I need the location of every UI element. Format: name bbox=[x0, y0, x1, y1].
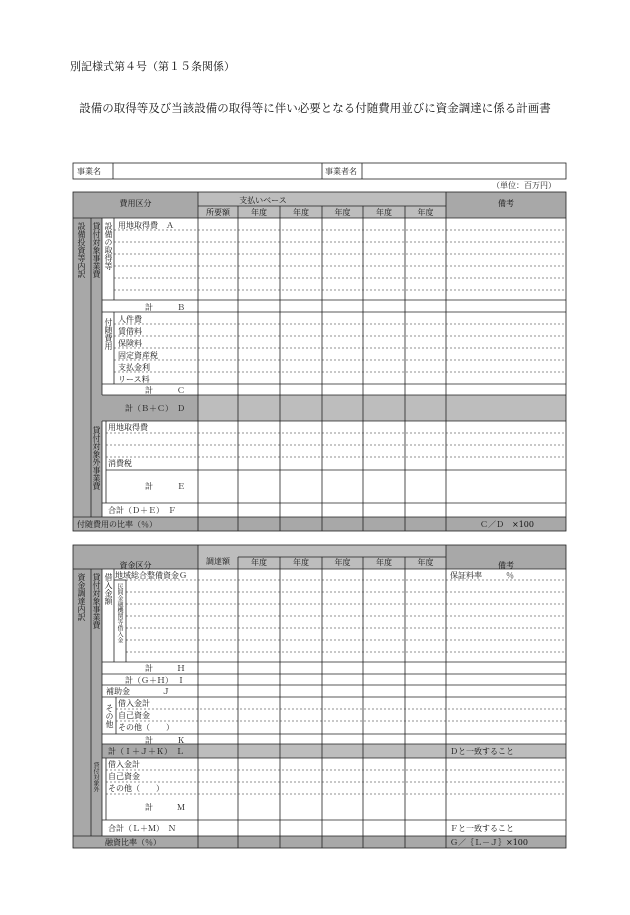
t2-col-year: 年度 bbox=[251, 558, 267, 567]
t1-incidental-item: リース料 bbox=[118, 375, 150, 384]
t2-col-year: 年度 bbox=[293, 558, 309, 567]
t1-incidental-item: 人件費 bbox=[118, 315, 142, 324]
t2-financing-ratio: 融資比率（％） bbox=[105, 838, 161, 847]
t2-guarantee-rate: 保証料率 ％ bbox=[450, 571, 514, 580]
unit-label: （単位：百万円） bbox=[492, 181, 556, 190]
t1-total-de: 合計（Ｄ＋Ｅ） Ｆ bbox=[108, 506, 176, 515]
t2-other-item: その他（ ） bbox=[118, 723, 174, 732]
t1-nt-land: 用地取得費 bbox=[108, 423, 148, 432]
t2-total-gh: 計（Ｇ＋Ｈ） Ｉ bbox=[125, 676, 185, 685]
t1-side-target: 貸付対象事業費 bbox=[92, 222, 101, 278]
t2-financing-formula: Ｇ／｛Ｌ－Ｊ｝×100 bbox=[450, 838, 528, 847]
t2-side-fund: 資金調達内訳 bbox=[77, 573, 86, 621]
t1-incidental-item: 保険料 bbox=[118, 339, 142, 348]
t1-land-cost: 用地取得費 Ａ bbox=[118, 221, 174, 230]
t2-col-year: 年度 bbox=[334, 558, 351, 567]
t2-total-ijk: 計（Ｉ＋Ｊ＋Ｋ） Ｌ bbox=[108, 747, 184, 756]
t1-subtotal-b: 計 Ｂ bbox=[145, 303, 185, 312]
t1-col-remarks: 備考 bbox=[498, 199, 514, 208]
t1-col-year: 年度 bbox=[293, 208, 309, 217]
form-number: 別記様式第４号（第１５条関係） bbox=[70, 60, 235, 73]
t2-subtotal-m: 計 Ｍ bbox=[145, 803, 185, 812]
t2-side-private: 民間金融機関等借入金 bbox=[116, 583, 123, 643]
t1-ratio-label: 付随費用の比率（％） bbox=[77, 520, 157, 529]
t2-nt-item: その他（ ） bbox=[108, 784, 164, 793]
t1-side-invest: 設備投資等内訳 bbox=[77, 222, 86, 278]
t1-side-incidental: 付随費用 bbox=[104, 318, 113, 350]
t1-incidental-item: 賃借料 bbox=[118, 327, 142, 336]
t2-nt-item: 借入金計 bbox=[108, 760, 140, 769]
t2-col-remarks: 備考 bbox=[498, 561, 514, 570]
t2-other-item: 自己資金 bbox=[118, 711, 150, 720]
t1-col-category: 費用区分 bbox=[119, 199, 152, 208]
t1-subtotal-c: 計 Ｃ bbox=[145, 386, 185, 395]
document-title: 設備の取得等及び当該設備の取得等に伴い必要となる付随費用並びに資金調達に係る計画書 bbox=[79, 101, 551, 115]
t1-col-year: 年度 bbox=[417, 208, 434, 217]
t2-subtotal-h: 計 Ｈ bbox=[145, 664, 185, 673]
t2-other-item: 借入金計 bbox=[118, 699, 150, 708]
t1-col-payment-basis: 支払いベース bbox=[239, 196, 287, 205]
t1-col-year: 年度 bbox=[376, 208, 392, 217]
t2-nt-item: 自己資金 bbox=[108, 772, 140, 781]
t2-col-year: 年度 bbox=[417, 558, 434, 567]
t1-incidental-item: 支払金利 bbox=[118, 363, 150, 372]
t1-col-year: 年度 bbox=[251, 208, 267, 217]
t2-side-loan: 借入金額 bbox=[104, 573, 113, 605]
t2-subsidy: 補助金 Ｊ bbox=[106, 687, 170, 696]
t2-col-amount: 調達額 bbox=[206, 557, 230, 566]
t1-total-bc: 計（Ｂ＋Ｃ） Ｄ bbox=[125, 404, 185, 413]
t2-subtotal-k: 計 Ｋ bbox=[145, 736, 185, 745]
t1-side-non-target: 貸付対象外事業費 bbox=[92, 426, 101, 490]
t1-incidental-item: 固定資産税 bbox=[118, 351, 158, 360]
t2-note-d: Ｄと一致すること bbox=[450, 747, 514, 756]
t1-ratio-formula: Ｃ／Ｄ ×100 bbox=[480, 520, 534, 529]
business-name-label: 事業名 bbox=[77, 167, 101, 176]
t1-col-required: 所要額 bbox=[206, 208, 230, 217]
t2-note-f: Ｆと一致すること bbox=[450, 824, 514, 833]
t2-total-lm: 合計（Ｌ＋Ｍ） Ｎ bbox=[108, 824, 176, 833]
t1-col-year: 年度 bbox=[334, 208, 351, 217]
t2-side-non-target: 貸付対象外 bbox=[92, 762, 99, 792]
t1-subtotal-e: 計 Ｅ bbox=[145, 482, 185, 491]
t2-col-category: 資金区分 bbox=[119, 561, 152, 570]
t2-side-target: 貸付対象事業費 bbox=[92, 573, 101, 629]
t2-regional-fund: 地域総合整備資金Ｇ bbox=[115, 571, 187, 580]
t2-side-other: その他 bbox=[105, 704, 114, 728]
t2-col-year: 年度 bbox=[376, 558, 392, 567]
operator-name-label: 事業者名 bbox=[325, 167, 357, 176]
t1-nt-tax: 消費税 bbox=[108, 459, 132, 468]
t1-side-equipment: 設備の取得等 bbox=[104, 222, 113, 270]
